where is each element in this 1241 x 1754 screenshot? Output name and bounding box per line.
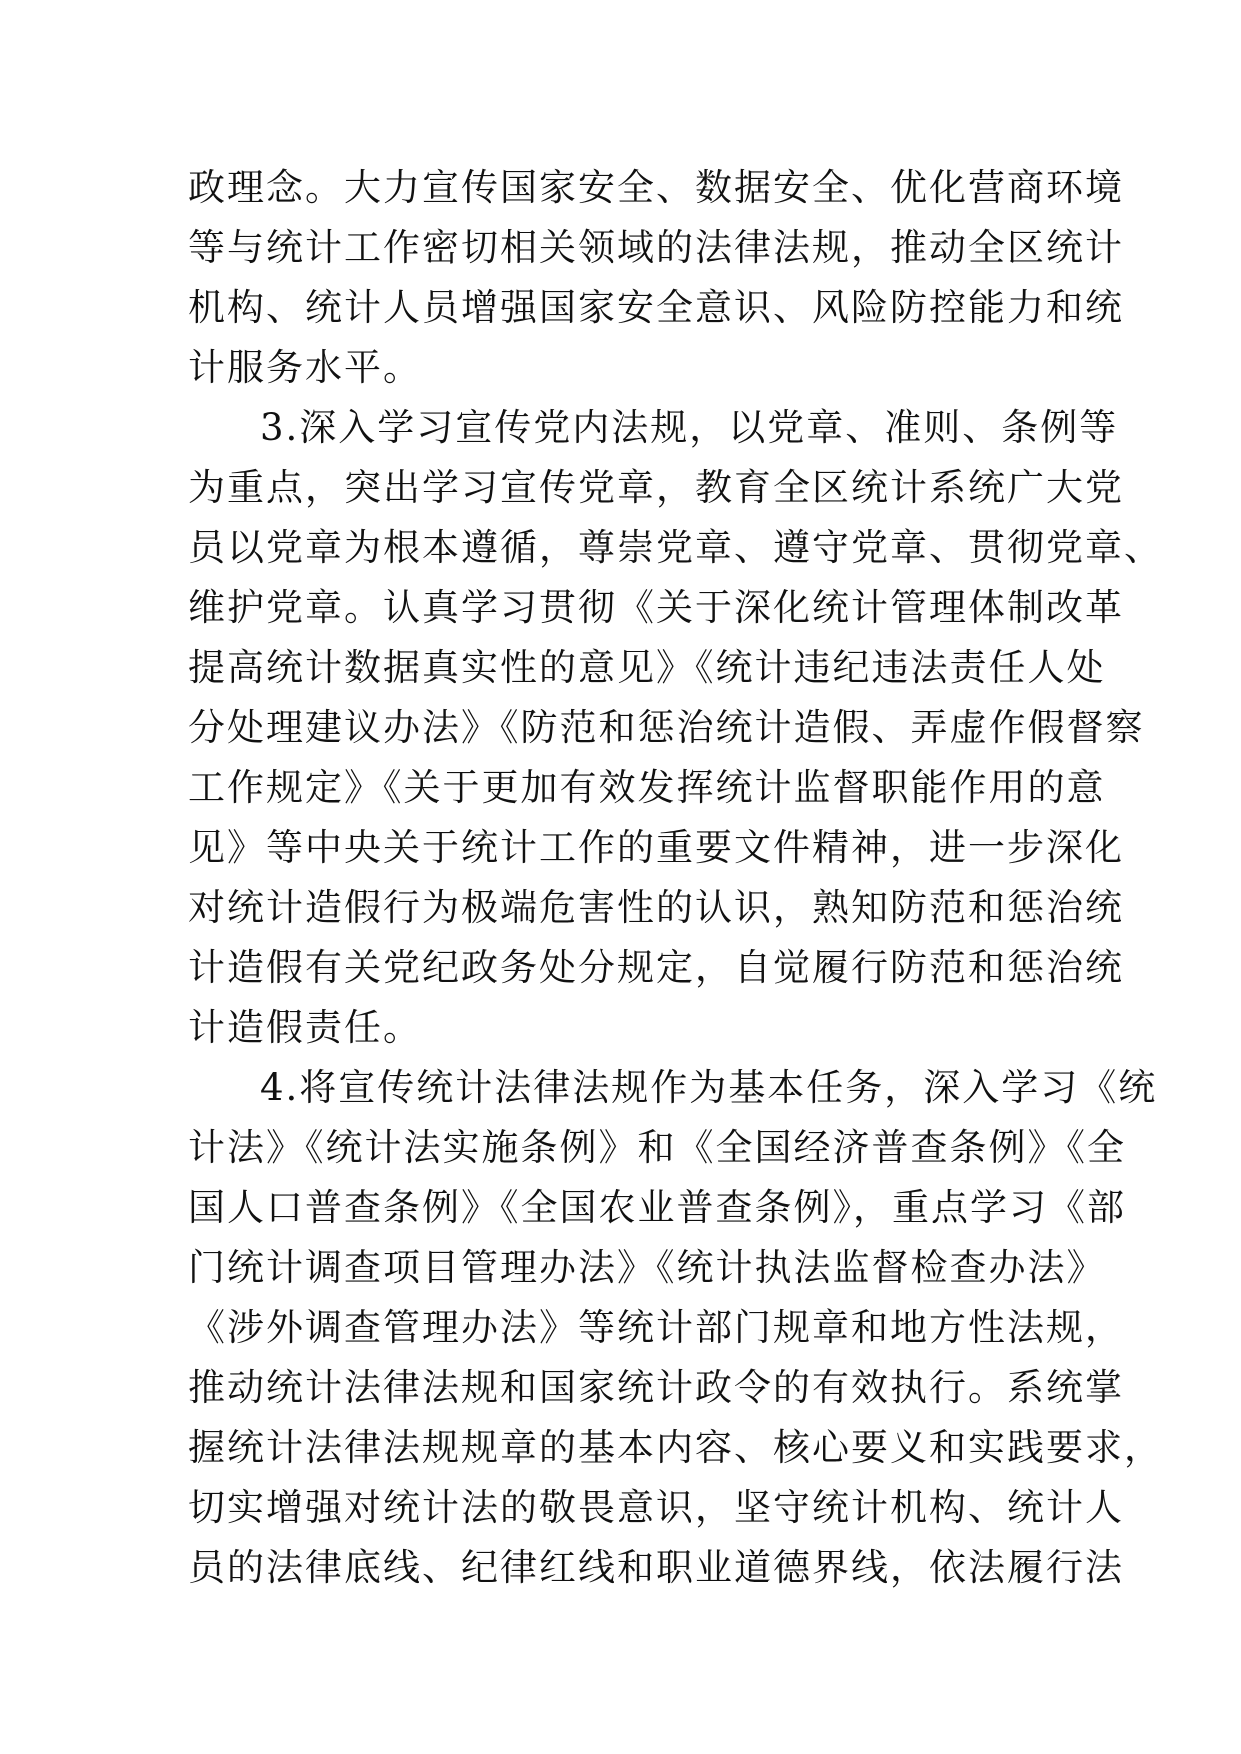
text-line: 政理念。大力宣传国家安全、数据安全、优化营商环境 — [188, 166, 1124, 209]
text-line: 计造假责任。 — [188, 1006, 422, 1049]
text-line: 等与统计工作密切相关领域的法律法规，推动全区统计 — [188, 226, 1124, 269]
text-line: 计服务水平。 — [188, 346, 422, 389]
text-line: 见》等中央关于统计工作的重要文件精神，进一步深化 — [188, 826, 1124, 869]
text-line: 计造假有关党纪政务处分规定，自觉履行防范和惩治统 — [188, 946, 1124, 989]
text-line: 提高统计数据真实性的意见》《统计违纪违法责任人处 — [188, 646, 1106, 689]
text-line: 机构、统计人员增强国家安全意识、风险防控能力和统 — [188, 286, 1124, 329]
paragraph-4-start: 4.将宣传统计法律法规作为基本任务，深入学习《统 — [260, 1066, 1158, 1109]
text-line: 推动统计法律法规和国家统计政令的有效执行。系统掌 — [188, 1366, 1124, 1409]
text-line: 《涉外调查管理办法》等统计部门规章和地方性法规， — [188, 1306, 1124, 1349]
text-line: 门统计调查项目管理办法》《统计执法监督检查办法》 — [188, 1246, 1106, 1289]
paragraph-3-start: 3.深入学习宣传党内法规，以党章、准则、条例等 — [260, 406, 1119, 449]
text-line: 计法》《统计法实施条例》和《全国经济普查条例》《全 — [188, 1126, 1126, 1169]
text-line: 为重点，突出学习宣传党章，教育全区统计系统广大党 — [188, 466, 1124, 509]
text-line: 分处理建议办法》《防范和惩治统计造假、弄虚作假督察 — [188, 706, 1145, 749]
text-line: 握统计法律法规规章的基本内容、核心要义和实践要求， — [188, 1426, 1163, 1469]
text-line: 员以党章为根本遵循，尊崇党章、遵守党章、贯彻党章、 — [188, 526, 1163, 569]
text-line: 国人口普查条例》《全国农业普查条例》，重点学习《部 — [188, 1186, 1126, 1229]
text-line: 切实增强对统计法的敬畏意识，坚守统计机构、统计人 — [188, 1486, 1124, 1529]
text-line: 对统计造假行为极端危害性的认识，熟知防范和惩治统 — [188, 886, 1124, 929]
text-line: 工作规定》《关于更加有效发挥统计监督职能作用的意 — [188, 766, 1106, 809]
text-line: 维护党章。认真学习贯彻《关于深化统计管理体制改革 — [188, 586, 1124, 629]
body-text — [188, 158, 1163, 1598]
text-line: 员的法律底线、纪律红线和职业道德界线，依法履行法 — [188, 1546, 1124, 1589]
